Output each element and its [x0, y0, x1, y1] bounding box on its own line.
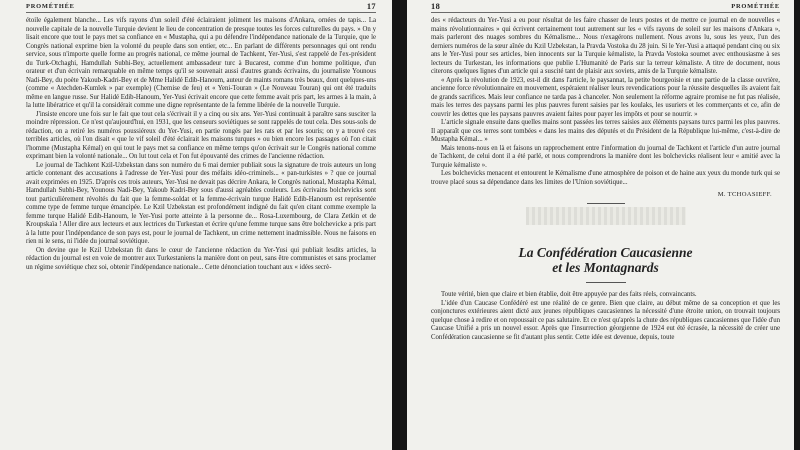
right-page-number: 18 — [431, 2, 441, 11]
right-paragraph-5: Les bolchevicks menacent et entourent le Kémalisme d'une atmosphère de poison et de haine aux yeux du monde turk qui se trouve placé sous sa dépendance dans les limites de l'Union soviétique... — [431, 170, 780, 186]
left-running-title: PROMÉTHÉE — [26, 3, 75, 10]
left-paragraph-1: étoile également blanche... Les vifs rayons d'un soleil d'été éclairaient joliment les maisons d'Ankara, ornées de tapis... La nouvelle capitale de la nouvelle Turquie devient le lieu de concentration de presque toutes les forces culturelles du pays. » On y lisait encore que tout le pays met sa confiance en « Mustapha, qui a pu défendre l'indépendance nationale de la Turquie, que le Congrès national exprime bien la volonté du peuple dans son entier, etc... En parlant de différents personnages qui ont rendu service, sous n'importe quelle forme au progrès national, ce même journal de Tachkent, Yer-Yusi, s'est rappelé de l'ex-président du Turk-Otchaghi, Hamdullah Subhi-Bey, actuellement ambassadeur turc à Bucarest, comme d'un homme politique, d'un orateur et d'un écrivain remarquable en même temps qu'il se souvenait aussi d'autres grands écrivains, du journaliste Younous Nadi-Bey, du poète Yakoub-Kadri-Bey et de Mme Halidé Edib-Hanoum, auteur de maints romans très beaux, dont quelques-uns (comme « Atechden-Kumlek » par exemple) (Chemise de feu) et « Yeni-Touran » (Le Nouveau Touran) qui ont été traduits même en langue russe. Sur Halidé Edib-Hanoum, Yer-Yusi écrivait encore que cette femme avait pris part, les armes à la main, à la lutte libératrice et qu'il la considérait comme une digne représentante de la femme libérée de la nouvelle Turquie. — [26, 17, 376, 109]
right-paragraph-4: Mais tenons-nous en là et faisons un rapprochement entre l'information du journal de Tachkent et l'article d'un autre journal de Tachkent, de celui dont il a été parlé, et nous comprendrons la manière dont les bolchevicks réalisent leur « amitié avec la Turquie kémaliste ». — [431, 144, 780, 169]
section-paragraph-1: Toute vérité, bien que claire et bien établie, doit être appuyée par des faits réels, convaincants. — [441, 291, 697, 298]
left-paragraph-3: Le journal de Tachkent Kzil-Uzbekstan dans son numéro du 6 mai dernier publiait sous la signature de trois auteurs un long article contenant des accusations à l'adresse de Yer-Yusi pour des méfaits idéo-criminels... « pan-turkistes » ? que ce journal avait exprimées en 1925. D'après ces trois auteurs, Yer-Yusi ne devait pas décrire Ankara, le Congrès national, Mustapha Kémal, Hamdullah Subhi-Bey, Younous Nadi-Bey, Yakoub Kadri-Bey sous d'aussi agréables couleurs. Les écrivains bolchevicks sont tout particulièrement révoltés du fait que la femme-soldat et la femme-écrivain turque Halidé Edib-Hanoum est représentée comme type de femme turque émancipée. Le Kzil Uzbekstan est profondément indigné du fait qu'en citant comme exemple la femme turque Halidé Edib-Hanoum, le Yer-Yusi porte atteinte à la personne de... Rosa-Luxembourg, de Clara Zetkin et de Kroupskaïa ! Aller dire aux lecteurs et aux lectrices du Turkestan et écrire qu'une femme turque sans être bolchevicke a pris part à la lutte pour l'indépendance de son pays est, pour le journal de Tachkent, un crime nettement inadmissible. Nous ne faisons en rien ni le sens, ni l'idée du journal soviétique. — [26, 161, 376, 245]
right-page-header — [431, 2, 780, 13]
article-signature: M. TCHOASIEFF. — [717, 191, 772, 198]
left-page — [0, 0, 392, 450]
separator-rule — [587, 203, 625, 204]
right-paragraph-1: des « rédacteurs du Yer-Yusi a eu pour résultat de les faire chasser de leurs postes et de mettre ce journal en de nouvelles « mains révolutionnaires » qui écrivent certainement tout autrement sur les « vifs rayons de soleil sur les maisons d'Ankara », mais parleront des nuages sombres du Kémalisme... Nous n'exagérons nullement. Nous avons lu, sous les yeux, l'un des derniers numéros de la sœur aînée du Kzil Uzbekstan, la Pravda Vostoka du 28 juin. Si le Yer-Yusi a attaqué pendant cinq ou six ans le Yer-Yusi pour ses articles, bien innocents sur la Turquie kémaliste, la Pravda Vostoka soumet avec enthousiasme à ses lecteurs du Turkestan, les informations que publie L'Humanité de Paris sur la terreur kémaliste. A titre de document, nous citerons quelques lignes d'un article qui a suscité tant de plaisir aux soviets, amis de la Turquie kémaliste. — [431, 17, 780, 75]
right-paragraph-2: « Après la révolution de 1923, est-il dit dans l'article, le paysannat, la petite bourgeoisie et une partie de la classe ouvrière, ancienne force révolutionnaire en mouvement, espéraient réaliser leurs revendications pour la réussite desquelles ils avaient fait de grands sacrifices. Mais leur confiance ne tarda pas à chanceler. Non seulement la réforme agraire promise ne fut pas réalisée, mais les terres des paysans parmi les plus pauvres furent saisies par les koulaks, les usuriers et les commerçants et ce, afin de couvrir les dettes que les paysans pauvres avaient faites pour payer les impôts et pour se nourrir. » — [431, 76, 780, 118]
left-paragraph-4: On devine que le Kzil Uzbekstan fit dans le cœur de l'ancienne rédaction du Yer-Yusi qui publiait lesdits articles, la rédaction du journal est en voie de montrer aux Turkestaniens la manière dont on peut, sans être communistes et sans proclamer un régime soviétique chez soi, obtenir l'indépendance nationale... Cette dénonciation touchant aux « idées secrè- — [26, 246, 376, 271]
section-paragraph-2: L'idée d'un Caucase Confédéré est une réalité de ce genre. Bien que claire, au début même de sa conception et que les conjonctures extérieures aient dicté aux jeunes républiques caucasiennes la nécessité d'une étroite union, on trouvait toujours quelque chose à redire et on repoussait ce pas salutaire. Et ce n'est qu'après la chute des républiques caucasiennes que l'idée d'un Caucase Unifié a pris un nouvel essor. Après que l'insurrection géorgienne de 1924 eut été écrasée, la nécessité de créer une Confédération caucasienne se fit d'autant plus sentir. Cette idée est devenue, depuis, toute — [431, 299, 780, 341]
left-paragraph-2: J'insiste encore une fois sur le fait que tout cela s'écrivait il y a cinq ou six ans. Yer-Yusi continuait à paraître sans susciter la moindre répression. Ce n'est qu'aujourd'hui, en 1931, que les censeurs soviétiques se sont rappelés de tout cela. Des sous-sols de rédaction, on a retiré les numéros poussiéreux du Yer-Yusi, en partie rongés par les rats et par les souris; on y a trouvé ces terribles articles, où l'on disait « que le vif soleil d'été éclairait les maisons turques » ou bien encore les passages où l'on citait l'homme (Mustapha Kémal) en qui tout le pays met sa confiance en même temps qu'on écrivait sur le Congrès national comme exprimant bien la volonté nationale... On lut tout cela et l'on fut épouvanté des crimes de l'ancienne rédaction. — [26, 110, 376, 160]
right-paragraph-3: L'article signale ensuite dans quelles mains sont passées les terres saisies aux éléments paysans turcs parmi les plus pauvres. Il apparaît que ces terres sont tombées « dans les mains des députés et du Président de la République lui-même, c'est-à-dire de Mustapha Kémal... » — [431, 119, 780, 143]
section-title-line-2: et les Montagnards — [552, 260, 659, 275]
section-title-line-1: La Confédération Caucasienne — [518, 245, 693, 260]
right-page — [407, 0, 794, 450]
faded-stamp — [526, 207, 686, 225]
left-page-number: 17 — [366, 2, 376, 11]
section-title — [431, 245, 780, 275]
right-running-title: PROMÉTHÉE — [731, 3, 780, 10]
left-page-header — [26, 2, 376, 13]
right-edge — [794, 0, 800, 450]
book-gutter — [392, 0, 407, 450]
section-rule — [586, 282, 626, 283]
